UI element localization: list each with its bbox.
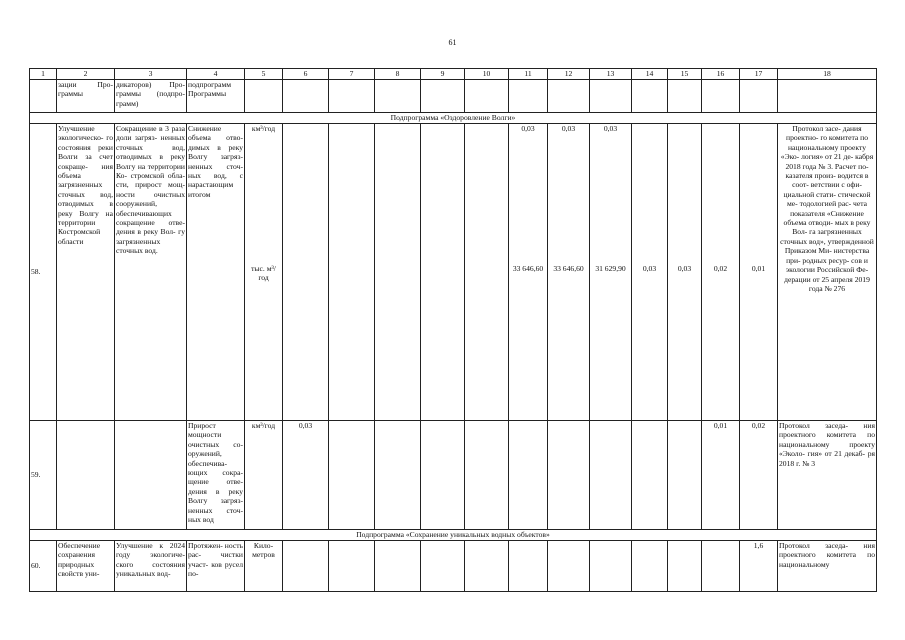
indicator-cell: Прирост мощности очистных со- оружений, обеспечива- ющих сокра- щение отве- дения в реку Волгу загряз- ненных сточ- ных вод xyxy=(187,421,245,530)
value-cell: 0,03 xyxy=(283,421,329,530)
column-number: 10 xyxy=(465,69,509,80)
value-cell: 1,6 xyxy=(740,541,778,592)
row-number: 59. xyxy=(30,421,57,530)
value-secondary: 31 629,90 xyxy=(595,264,626,273)
section-title: Подпрограмма «Сохранение уникальных водных объектов» xyxy=(30,530,877,541)
header-cell: дикаторов) Про- граммы (подпро- грамм) xyxy=(115,80,187,113)
note-cell: Протокол засе- дания проектно- го комитета по национальному проекту «Эко- логия» от 21 де- кабря 2018 года № 3. Расчет по- казателя произ- водится в соот- ветствии с офи- циальной стати- стической ме- тодологией рас- чета показателя «Снижение объема отводи- мых в реку Вол- га загрязненных сточных вод», утвержденной Приказом Ми- нистерства при- родных ресур- сов и экологии Российской Фе- дерации от 25 апреля 2019 года № 276 xyxy=(778,124,877,421)
value-primary: 0,03 xyxy=(561,124,576,133)
indicators-table xyxy=(29,68,877,592)
header-cell: подпрограмм Программы xyxy=(187,80,245,113)
value-cell xyxy=(668,124,702,421)
value-primary: 0,03 xyxy=(603,124,618,133)
section-row xyxy=(30,113,877,124)
unit-cell xyxy=(245,124,283,421)
column-number: 9 xyxy=(421,69,465,80)
value-cell xyxy=(548,124,590,421)
column-number: 2 xyxy=(57,69,115,80)
page-number: 61 xyxy=(448,38,457,47)
column-number: 7 xyxy=(329,69,375,80)
value-cell xyxy=(702,124,740,421)
unit-cell: Кило- метров xyxy=(245,541,283,592)
header-continuation-row xyxy=(30,80,877,113)
row-number: 58. xyxy=(30,124,57,421)
goal-cell: Улучшение экологическо- го состояния реки Волги за счет сокраще- ния объема загрязненных сточных вод, отводимых в реку Волгу на территории Костромской области xyxy=(57,124,115,421)
goal-cell: Обеспечение сохранения природных свойств уни- xyxy=(57,541,115,592)
column-number: 4 xyxy=(187,69,245,80)
column-number: 16 xyxy=(702,69,740,80)
column-number: 17 xyxy=(740,69,778,80)
column-number: 3 xyxy=(115,69,187,80)
column-number-row xyxy=(30,69,877,80)
value-primary: 0,03 xyxy=(521,124,535,133)
unit-primary: км³/год xyxy=(251,124,276,133)
row-number: 60. xyxy=(30,541,57,592)
column-number: 8 xyxy=(375,69,421,80)
column-number: 18 xyxy=(778,69,877,80)
section-row xyxy=(30,530,877,541)
value-cell xyxy=(632,124,668,421)
table-row xyxy=(30,421,877,530)
table-row xyxy=(30,124,877,421)
unit-secondary: тыс. м³/год xyxy=(251,264,276,283)
value-cell xyxy=(740,124,778,421)
value-secondary: 33 646,60 xyxy=(553,264,584,273)
value-secondary: 0,03 xyxy=(642,264,657,273)
task-cell: Улучшение к 2024 году экологиче- ского состояния уникальных вод- xyxy=(115,541,187,592)
indicator-cell: Снижение объема отво- димых в реку Волгу загряз- ненных сточ- ных вод, с нарастающим итогом xyxy=(187,124,245,421)
value-cell xyxy=(590,124,632,421)
value-secondary: 0,02 xyxy=(713,264,728,273)
value-cell: 0,02 xyxy=(740,421,778,530)
value-cell: 0,01 xyxy=(702,421,740,530)
column-number: 6 xyxy=(283,69,329,80)
column-number: 12 xyxy=(548,69,590,80)
column-number: 13 xyxy=(590,69,632,80)
value-secondary: 33 646,60 xyxy=(512,264,544,273)
task-cell: Сокращение в 3 раза доли загряз- ненных сточных вод, отводимых в реку Волгу на территории Ко- стромской обла- сти, прирост мощ- ности очистных сооружений, обеспечивающих сокращение отве- дения в реку Вол- гу загрязненных сточных вод. xyxy=(115,124,187,421)
column-number: 15 xyxy=(668,69,702,80)
value-secondary: 0,03 xyxy=(677,264,692,273)
value-cell xyxy=(509,124,548,421)
section-title: Подпрограмма «Оздоровление Волги» xyxy=(30,113,877,124)
note-cell: Протокол заседа- ния проектного комитета по национальному проекту «Эколо- гия» от 21 декаб- ря 2018 г. № 3 xyxy=(778,421,877,530)
table-row xyxy=(30,541,877,592)
indicator-cell: Протяжен- ность рас- чистки участ- ков русел по- xyxy=(187,541,245,592)
note-cell: Протокол заседа- ния проектного комитета по национальному xyxy=(778,541,877,592)
unit-cell: км³/год xyxy=(245,421,283,530)
value-secondary: 0,01 xyxy=(751,264,766,273)
header-cell: зации Про- граммы xyxy=(57,80,115,113)
column-number: 1 xyxy=(30,69,57,80)
column-number: 14 xyxy=(632,69,668,80)
column-number: 5 xyxy=(245,69,283,80)
column-number: 11 xyxy=(509,69,548,80)
